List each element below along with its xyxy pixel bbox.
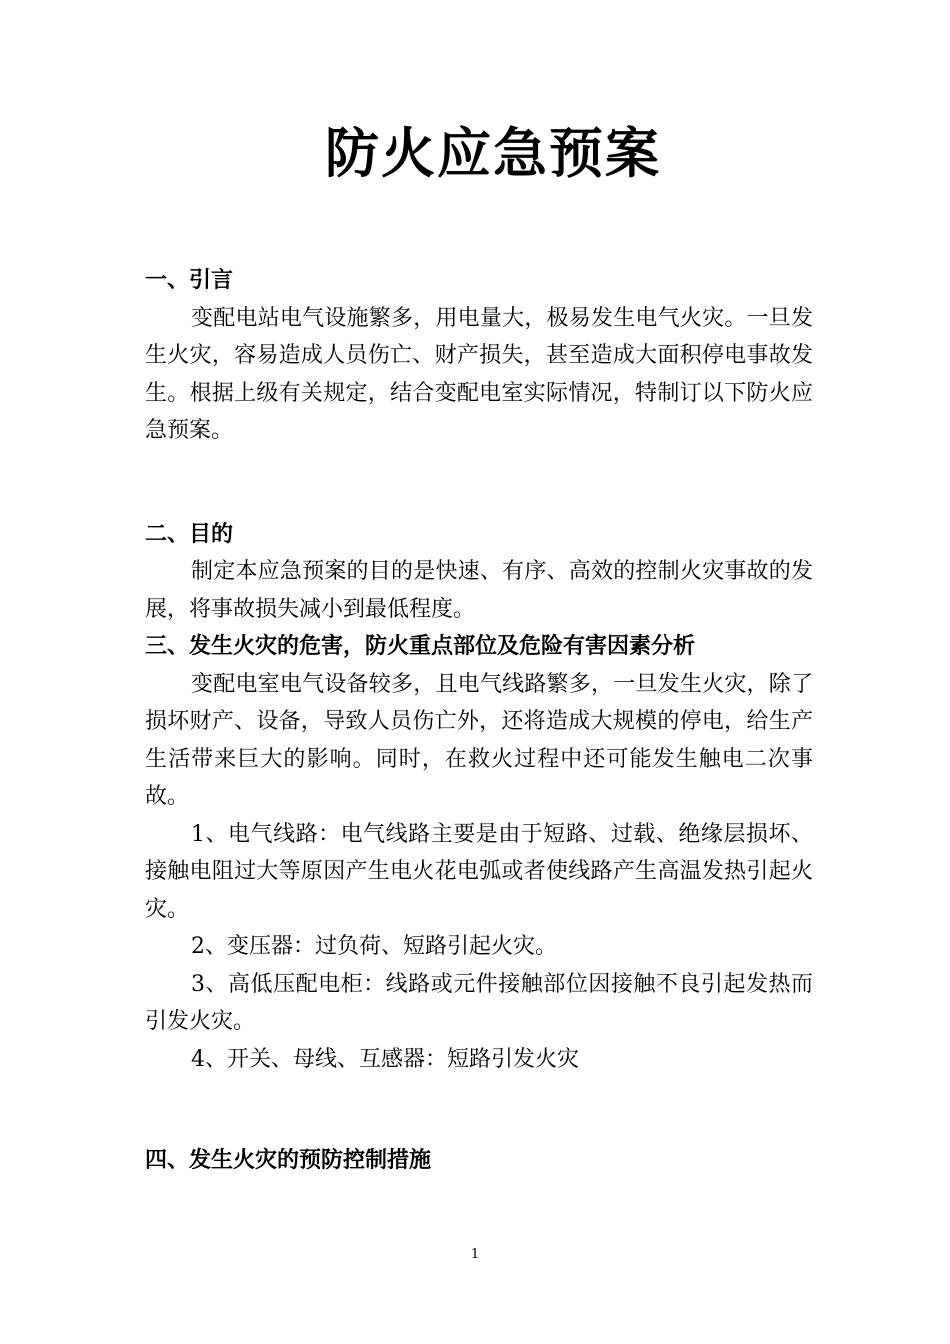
spacer [145, 1078, 813, 1142]
purpose-paragraph: 制定本应急预案的目的是快速、有序、高效的控制火灾事故的发展，将事故损失减小到最低程度。 [145, 559, 813, 622]
section-heading-prevention: 四、发生火灾的预防控制措施 [145, 1148, 432, 1173]
section-heading-purpose: 二、目的 [145, 521, 234, 547]
hazard-item-busbar: 4、开关、母线、互感器：短路引发火灾 [191, 1046, 579, 1072]
document-title: 防火应急预案 [325, 122, 661, 185]
hazard-item-switchgear: 3、高低压配电柜：线路或元件接触部位因接触不良引起发热而引发火灾。 [145, 971, 813, 1034]
introduction-paragraph: 变配电站电气设施繁多，用电量大，极易发生电气火灾。一旦发生火灾，容易造成人员伤亡、财产损失，甚至造成大面积停电事故发生。根据上级有关规定，结合变配电室实际情况，特制订以下防火应急预案。 [145, 305, 813, 443]
spacer [145, 450, 813, 516]
hazard-paragraph: 变配电室电气设备较多，且电气线路繁多，一旦发生火灾，除了损坏财产、设备，导致人员伤亡外，还将造成大规模的停电，给生产生活带来巨大的影响。同时，在救火过程中还可能发生触电二次事故。 [145, 671, 813, 809]
document-body [145, 262, 813, 1180]
hazard-item-transformer: 2、变压器：过负荷、短路引起火灾。 [191, 934, 557, 959]
section-heading-hazard-analysis: 三、发生火灾的危害，防火重点部位及危险有害因素分析 [145, 634, 696, 659]
hazard-item-wiring: 1、电气线路：电气线路主要是由于短路、过载、绝缘层损坏、接触电阻过大等原因产生电火花电弧或者使线路产生高温发热引起火灾。 [145, 821, 813, 922]
section-heading-introduction: 一、引言 [145, 268, 234, 293]
page-number: 1 [470, 1247, 480, 1262]
